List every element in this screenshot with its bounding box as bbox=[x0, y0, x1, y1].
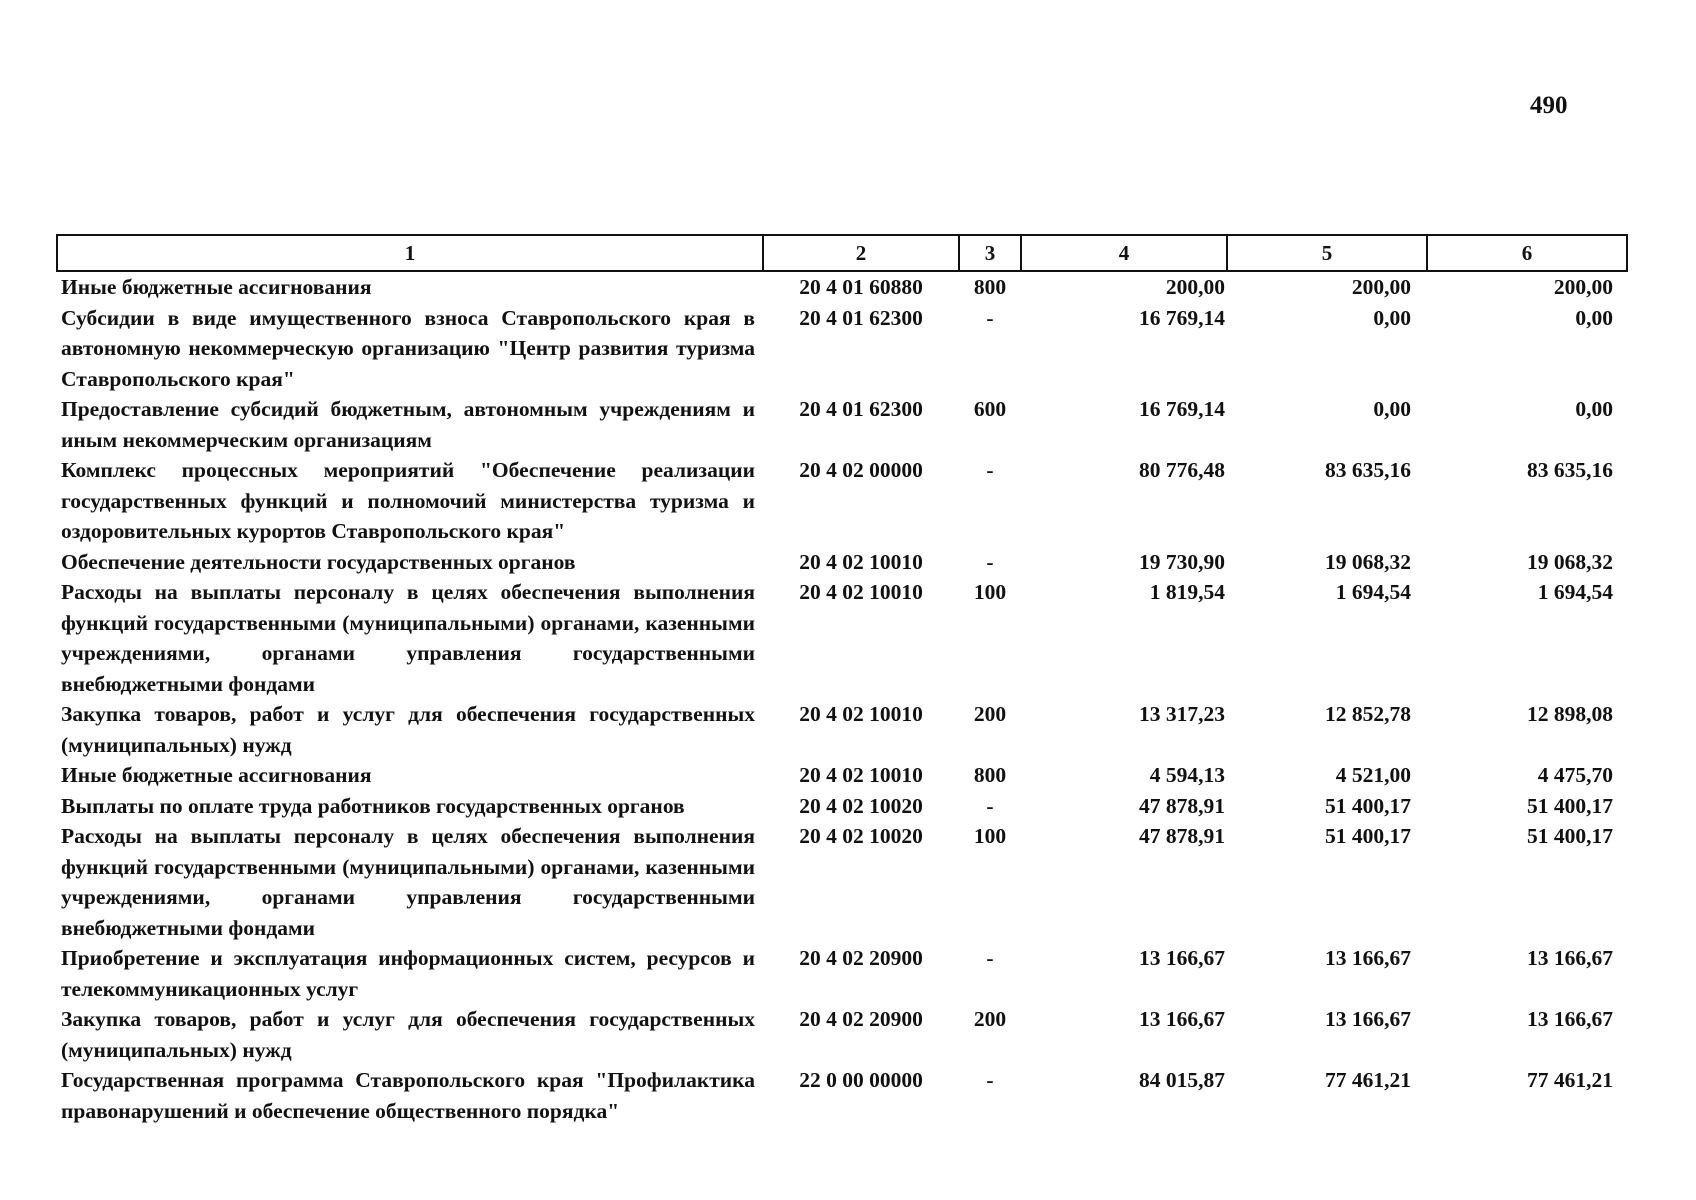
row-value-5: 12 852,78 bbox=[1325, 702, 1411, 726]
row-value-4: 19 730,90 bbox=[1139, 549, 1225, 574]
header-col-5: 5 bbox=[1227, 235, 1427, 271]
row-name: Расходы на выплаты персоналу в целях обеспечения выполнения функций государственными (муниципальными) органами, казенными учреждениями, органами управления государственными внебюджетными фондами bbox=[61, 824, 755, 940]
table-row bbox=[57, 455, 1627, 547]
row-value-5: 0,00 bbox=[1373, 305, 1411, 330]
row-type: 800 bbox=[973, 763, 1007, 787]
row-value-5: 77 461,21 bbox=[1325, 1068, 1411, 1092]
row-value-6: 51 400,17 bbox=[1527, 793, 1613, 818]
row-value-5: 83 635,16 bbox=[1325, 458, 1411, 482]
row-value-5: 200,00 bbox=[1351, 275, 1411, 299]
row-value-5: 4 521,00 bbox=[1335, 763, 1411, 787]
row-type: 100 bbox=[973, 580, 1007, 604]
row-value-6: 200,00 bbox=[1553, 275, 1613, 299]
row-value-4: 47 878,91 bbox=[1139, 824, 1225, 848]
row-code: 20 4 02 10010 bbox=[799, 549, 923, 574]
table-header bbox=[57, 235, 1627, 271]
row-value-4: 4 594,13 bbox=[1149, 763, 1225, 787]
row-value-5: 1 694,54 bbox=[1335, 580, 1411, 604]
row-type: 200 bbox=[973, 702, 1007, 726]
table-row bbox=[57, 547, 1627, 578]
row-name: Приобретение и эксплуатация информационных систем, ресурсов и телекоммуникационных услуг bbox=[61, 946, 755, 1001]
row-code: 20 4 02 00000 bbox=[799, 458, 923, 482]
row-code: 20 4 02 10010 bbox=[799, 702, 923, 726]
budget-table-container bbox=[56, 234, 1626, 1126]
row-name: Комплекс процессных мероприятий "Обеспечение реализации государственных функций и полномочий министерства туризма и оздоровительных курортов Ставропольского края" bbox=[61, 458, 755, 543]
row-value-6: 77 461,21 bbox=[1527, 1068, 1613, 1092]
row-value-5: 51 400,17 bbox=[1325, 824, 1411, 848]
row-name: Иные бюджетные ассигнования bbox=[61, 275, 372, 299]
row-type: - bbox=[986, 549, 994, 574]
row-value-6: 13 166,67 bbox=[1527, 946, 1613, 970]
row-type: 600 bbox=[973, 397, 1007, 421]
table-body bbox=[57, 271, 1627, 1126]
table-row bbox=[57, 821, 1627, 943]
row-code: 20 4 01 62300 bbox=[799, 305, 923, 330]
row-code: 20 4 01 60880 bbox=[799, 275, 923, 299]
row-type: - bbox=[986, 1068, 994, 1092]
row-value-6: 83 635,16 bbox=[1527, 458, 1613, 482]
table-row bbox=[57, 303, 1627, 395]
row-name: Закупка товаров, работ и услуг для обеспечения государственных (муниципальных) нужд bbox=[61, 702, 755, 757]
row-value-4: 16 769,14 bbox=[1139, 397, 1225, 421]
table-row bbox=[57, 699, 1627, 760]
row-value-4: 84 015,87 bbox=[1139, 1068, 1225, 1092]
budget-table bbox=[56, 234, 1628, 1126]
table-row bbox=[57, 791, 1627, 822]
row-value-4: 13 317,23 bbox=[1139, 702, 1225, 726]
table-row bbox=[57, 271, 1627, 303]
header-col-4: 4 bbox=[1021, 235, 1227, 271]
row-type: 800 bbox=[973, 275, 1007, 299]
header-col-3: 3 bbox=[959, 235, 1021, 271]
row-name: Обеспечение деятельности государственных органов bbox=[61, 549, 576, 574]
row-value-6: 13 166,67 bbox=[1527, 1007, 1613, 1031]
row-value-4: 200,00 bbox=[1165, 275, 1225, 299]
row-code: 20 4 02 20900 bbox=[799, 946, 923, 970]
row-name: Расходы на выплаты персоналу в целях обеспечения выполнения функций государственными (муниципальными) органами, казенными учреждениями, органами управления государственными внебюджетными фондами bbox=[61, 580, 755, 696]
table-row bbox=[57, 943, 1627, 1004]
row-value-6: 12 898,08 bbox=[1527, 702, 1613, 726]
header-col-1: 1 bbox=[57, 235, 763, 271]
header-col-6: 6 bbox=[1427, 235, 1627, 271]
row-name: Государственная программа Ставропольского края "Профилактика правонарушений и обеспечение общественного порядка" bbox=[61, 1068, 755, 1123]
table-row bbox=[57, 394, 1627, 455]
row-name: Предоставление субсидий бюджетным, автономным учреждениям и иным некоммерческим организациям bbox=[61, 397, 755, 452]
row-type: 200 bbox=[973, 1007, 1007, 1031]
header-row bbox=[57, 235, 1627, 271]
row-value-6: 19 068,32 bbox=[1527, 549, 1613, 574]
row-value-4: 47 878,91 bbox=[1139, 793, 1225, 818]
row-code: 20 4 02 10010 bbox=[799, 580, 923, 604]
row-code: 22 0 00 00000 bbox=[799, 1068, 923, 1092]
table-row bbox=[57, 577, 1627, 699]
row-name: Субсидии в виде имущественного взноса Ставропольского края в автономную некоммерческую организацию "Центр развития туризма Ставропольского края" bbox=[61, 305, 755, 391]
row-value-5: 0,00 bbox=[1373, 397, 1411, 421]
row-type: - bbox=[986, 793, 994, 818]
table-row bbox=[57, 1004, 1627, 1065]
row-name: Иные бюджетные ассигнования bbox=[61, 763, 372, 787]
row-type: 100 bbox=[973, 824, 1007, 848]
row-value-6: 1 694,54 bbox=[1537, 580, 1613, 604]
header-col-2: 2 bbox=[763, 235, 959, 271]
row-value-6: 0,00 bbox=[1575, 305, 1613, 330]
row-value-4: 80 776,48 bbox=[1139, 458, 1225, 482]
row-value-5: 51 400,17 bbox=[1325, 793, 1411, 818]
row-code: 20 4 02 10020 bbox=[799, 793, 923, 818]
row-type: - bbox=[986, 305, 994, 330]
row-code: 20 4 02 20900 bbox=[799, 1007, 923, 1031]
row-value-4: 1 819,54 bbox=[1149, 580, 1225, 604]
row-type: - bbox=[986, 458, 994, 482]
table-row bbox=[57, 760, 1627, 791]
row-value-5: 13 166,67 bbox=[1325, 946, 1411, 970]
row-name: Закупка товаров, работ и услуг для обеспечения государственных (муниципальных) нужд bbox=[61, 1007, 755, 1062]
row-value-6: 4 475,70 bbox=[1537, 763, 1613, 787]
row-value-4: 13 166,67 bbox=[1139, 946, 1225, 970]
row-code: 20 4 02 10010 bbox=[799, 763, 923, 787]
table-row bbox=[57, 1065, 1627, 1126]
row-value-6: 0,00 bbox=[1575, 397, 1613, 421]
row-value-6: 51 400,17 bbox=[1527, 824, 1613, 848]
row-value-5: 19 068,32 bbox=[1325, 549, 1411, 574]
row-value-5: 13 166,67 bbox=[1325, 1007, 1411, 1031]
row-code: 20 4 02 10020 bbox=[799, 824, 923, 848]
row-type: - bbox=[986, 946, 994, 970]
row-code: 20 4 01 62300 bbox=[799, 397, 923, 421]
row-value-4: 13 166,67 bbox=[1139, 1007, 1225, 1031]
row-value-4: 16 769,14 bbox=[1139, 305, 1225, 330]
page-number: 490 bbox=[1530, 92, 1568, 119]
row-name: Выплаты по оплате труда работников государственных органов bbox=[61, 793, 685, 818]
